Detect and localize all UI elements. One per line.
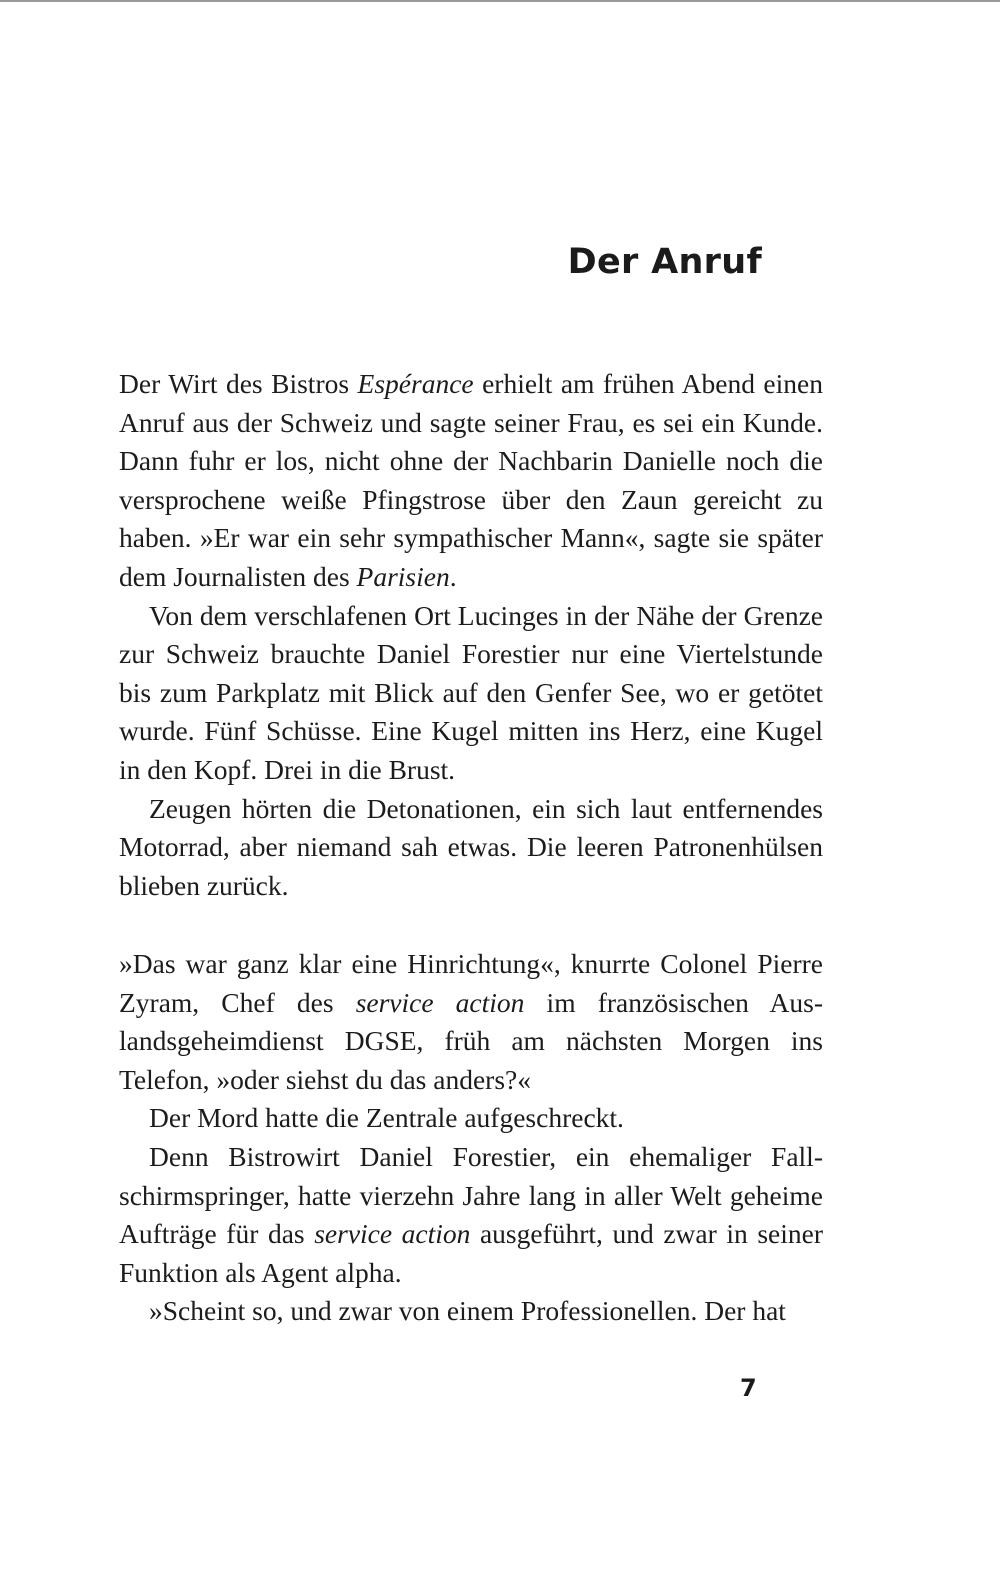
paragraph-2: Von dem verschlafenen Ort Lucinges in der Nähe der Grenze zur Schweiz brauchte Daniel Forestier nur eine Viertelstunde bis zum Parkplatz mit Blick auf den Genfer See, wo er getötet wurde. Fünf Schüsse. Eine Kugel mitten ins Herz, eine Kugel in den Kopf. Drei in die Brust. bbox=[119, 599, 823, 785]
text-section-1 bbox=[119, 365, 823, 905]
page-number: 7 bbox=[740, 1374, 757, 1402]
service-action-term: service action bbox=[355, 986, 525, 1018]
paragraph-4: »Das war ganz klar eine Hinrichtung«, knurrte Colonel Pierre Zyram, Chef des service action im französischen Auslandsgeheimdienst DGSE, früh am nächsten Morgen ins Telefon, »oder siehst du das anders?« bbox=[119, 948, 823, 1095]
text-section-2 bbox=[119, 945, 823, 1331]
service-action-term: service action bbox=[314, 1218, 471, 1250]
page-top-rule bbox=[0, 0, 1000, 2]
paragraph-5: Der Mord hatte die Zentrale aufgeschreckt. bbox=[149, 1102, 624, 1134]
newspaper-name: Parisien bbox=[356, 560, 450, 592]
paragraph-3: Zeugen hörten die Detonationen, ein sich laut entfernendes Motorrad, aber niemand sah etwas. Die leeren Patronenhülsen blieben zurück. bbox=[119, 792, 823, 901]
bistro-name: Espérance bbox=[357, 368, 474, 399]
chapter-title: Der Anruf bbox=[567, 242, 762, 282]
paragraph-7: »Scheint so, und zwar von einem Professionellen. Der hat bbox=[149, 1295, 786, 1327]
paragraph-1: Der Wirt des Bistros Espérance erhielt am frühen Abend einen Anruf aus der Schweiz und sagte seiner Frau, es sei ein Kunde. Dann fuhr er los, nicht ohne der Nachbarin Danielle noch die versprochene weiße Pfingstrose über den Zaun gereicht zu haben. »Er war ein sehr sympathischer Mann«, sagte sie später dem Journalisten des Parisien. bbox=[119, 368, 823, 592]
paragraph-6: Denn Bistrowirt Daniel Forestier, ein ehemaliger Fallschirmspringer, hatte vierzehn Jahre lang in aller Welt geheime Aufträge für das service action ausgeführt, und zwar in seiner Funktion als Agent alpha. bbox=[119, 1140, 823, 1288]
